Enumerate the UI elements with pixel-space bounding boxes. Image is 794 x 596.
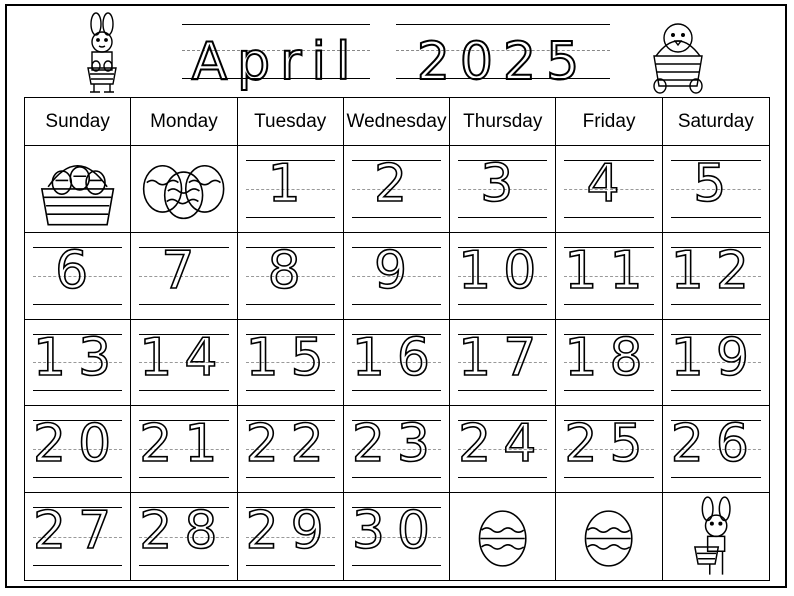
tracing-guide — [245, 414, 336, 478]
tracing-guide — [670, 327, 761, 392]
easter-eggs-icon — [131, 146, 236, 232]
tracing-guide — [33, 240, 122, 305]
day-number: 17 — [458, 327, 549, 388]
day-cell — [238, 493, 344, 580]
day-cell — [131, 320, 237, 407]
day-cell — [663, 233, 769, 320]
day-number: 5 — [693, 154, 739, 214]
title-month — [182, 24, 370, 92]
day-cell — [556, 233, 662, 320]
tracing-guide — [458, 154, 547, 218]
day-number: 29 — [245, 501, 336, 562]
decoration-cell — [450, 493, 556, 580]
day-number: 1 — [267, 154, 313, 214]
day-number: 22 — [245, 414, 336, 475]
tracing-guide — [139, 240, 228, 305]
tracing-guide — [139, 501, 230, 566]
day-cell — [25, 406, 131, 493]
day-cell — [556, 146, 662, 233]
day-cell — [344, 146, 450, 233]
day-cell — [450, 406, 556, 493]
tracing-guide — [139, 414, 230, 478]
tracing-guide — [139, 327, 230, 392]
day-cell — [25, 493, 131, 580]
decoration-cell — [131, 146, 237, 233]
day-number: 6 — [55, 240, 101, 301]
tracing-guide — [564, 414, 655, 478]
day-cell — [556, 406, 662, 493]
day-cell — [556, 320, 662, 407]
month-label: April — [191, 32, 361, 92]
tracing-guide — [458, 240, 549, 305]
tracing-guide — [245, 501, 336, 566]
day-cell — [450, 320, 556, 407]
day-number: 19 — [670, 327, 761, 388]
tracing-guide — [351, 501, 443, 566]
day-cell — [25, 233, 131, 320]
tracing-guide — [351, 327, 443, 392]
calendar-grid — [24, 97, 770, 581]
day-number: 8 — [267, 240, 313, 301]
weekday-header-thursday: Thursday — [450, 98, 556, 146]
day-number: 12 — [670, 240, 761, 301]
day-number: 2 — [373, 154, 420, 214]
bunny-basket-icon — [663, 493, 769, 580]
tracing-guide — [670, 414, 761, 478]
day-number: 20 — [33, 414, 124, 475]
tracing-guide — [33, 414, 124, 478]
tracing-guide — [564, 154, 653, 218]
day-number: 25 — [564, 414, 655, 475]
day-number: 9 — [373, 240, 420, 301]
day-number: 14 — [139, 327, 230, 388]
chick-basket-icon — [648, 18, 708, 94]
day-number: 16 — [351, 327, 443, 388]
day-number: 4 — [586, 154, 632, 214]
day-cell — [450, 233, 556, 320]
weekday-header-saturday: Saturday — [663, 98, 769, 146]
day-number: 30 — [351, 501, 443, 562]
day-cell — [344, 233, 450, 320]
weekday-header-wednesday: Wednesday — [344, 98, 450, 146]
day-number: 24 — [458, 414, 549, 475]
day-cell — [344, 320, 450, 407]
day-number: 15 — [245, 327, 336, 388]
day-cell — [131, 406, 237, 493]
decoration-cell — [25, 146, 131, 233]
day-cell — [238, 233, 344, 320]
weekday-header-sunday: Sunday — [25, 98, 131, 146]
year-label: 2025 — [416, 32, 590, 92]
day-cell — [663, 320, 769, 407]
tracing-guide — [246, 240, 335, 305]
title-year — [396, 24, 610, 92]
day-cell — [238, 406, 344, 493]
day-number: 23 — [351, 414, 443, 475]
day-number: 11 — [564, 240, 655, 301]
tracing-guide — [458, 414, 549, 478]
day-cell — [238, 320, 344, 407]
tracing-guide — [671, 154, 761, 218]
decoration-cell — [663, 493, 769, 580]
bunny-basket-icon — [74, 12, 130, 94]
tracing-guide — [33, 327, 124, 392]
easter-basket-icon — [25, 146, 130, 232]
day-cell — [238, 146, 344, 233]
decoration-cell — [556, 493, 662, 580]
tracing-guide — [246, 154, 335, 218]
day-number: 21 — [139, 414, 230, 475]
day-number: 27 — [33, 501, 124, 562]
day-cell — [131, 233, 237, 320]
day-cell — [663, 406, 769, 493]
day-cell — [344, 493, 450, 580]
tracing-guide — [670, 240, 761, 305]
weekday-header-tuesday: Tuesday — [238, 98, 344, 146]
tracing-guide — [351, 414, 443, 478]
day-number: 3 — [480, 154, 526, 214]
day-cell — [450, 146, 556, 233]
weekday-header-monday: Monday — [131, 98, 237, 146]
tracing-guide — [458, 327, 549, 392]
day-cell — [131, 493, 237, 580]
tracing-guide — [564, 240, 655, 305]
easter-egg-icon — [556, 493, 661, 580]
day-number: 26 — [670, 414, 761, 475]
tracing-guide — [245, 327, 336, 392]
tracing-guide — [352, 240, 441, 305]
day-cell — [663, 146, 769, 233]
day-number: 13 — [33, 327, 124, 388]
weekday-header-friday: Friday — [556, 98, 662, 146]
tracing-guide — [33, 501, 124, 566]
tracing-guide — [352, 154, 441, 218]
day-number: 10 — [458, 240, 549, 301]
easter-egg-icon — [450, 493, 555, 580]
day-cell — [344, 406, 450, 493]
tracing-guide — [564, 327, 655, 392]
day-number: 18 — [564, 327, 655, 388]
day-number: 7 — [161, 240, 207, 301]
day-cell — [25, 320, 131, 407]
day-number: 28 — [139, 501, 230, 562]
